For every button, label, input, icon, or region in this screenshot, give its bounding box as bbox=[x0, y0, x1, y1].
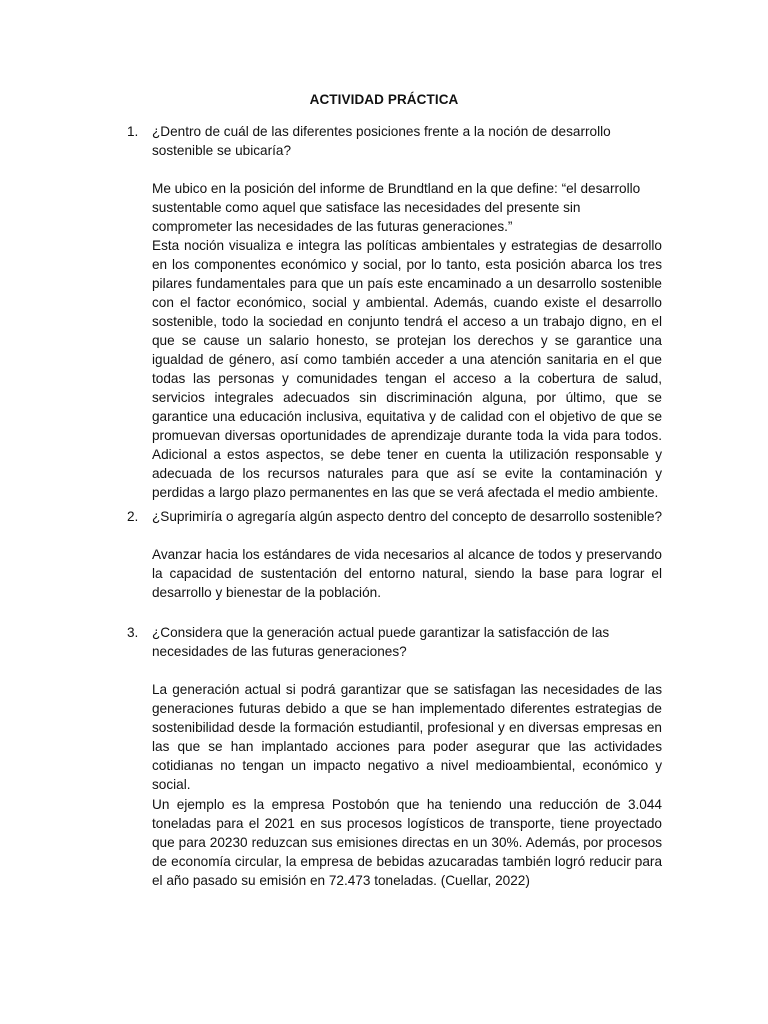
question-text: ¿Suprimiría o agregaría algún aspecto dentro del concepto de desarrollo sostenible? bbox=[152, 509, 663, 524]
question-2 bbox=[127, 507, 667, 526]
question-3 bbox=[127, 623, 667, 661]
document-title: ACTIVIDAD PRÁCTICA bbox=[309, 92, 459, 107]
answer-2-paragraph-1: Avanzar hacia los estándares de vida necesarios al alcance de todos y preservando la capacidad de sustentación del entorno natural, siendo la base para lograr el desarrollo y bienestar de la población. bbox=[152, 547, 662, 600]
question-1 bbox=[127, 122, 667, 160]
answer-3-paragraph-1: La generación actual si podrá garantizar que se satisfagan las necesidades de las generaciones futuras debido a que se han implementado diferentes estrategias de sostenibilidad desde la formación estudiantil, profesional y en diversas empresas en las que se han implantado acciones para poder asegurar que las actividades cotidianas no tengan un impacto negativo a nivel medioambiental, económico y social. bbox=[152, 682, 662, 792]
question-number: 1. bbox=[127, 124, 139, 139]
answer-1-paragraph-1: Me ubico en la posición del informe de Brundtland en la que define: “el desarrollo sustentable como aquel que satisface las necesidades del presente sin comprometer las necesidades de las futuras generaciones.” bbox=[152, 181, 641, 234]
answer-1-paragraph-2: Esta noción visualiza e integra las políticas ambientales y estrategias de desarrollo en los componentes económico y social, por lo tanto, esta posición abarca los tres pilares fundamentales para que un país este encaminado a un desarrollo sostenible con el factor económico, social y ambiental. Además, cuando existe el desarrollo sostenible, todo la sociedad en conjunto tendrá el acceso a un trabajo digno, en el que se cause un salario honesto, se protejan los derechos y se garantice una igualdad de género, así como también acceder a una atención sanitaria en el que todas las personas y comunidades tengan el acceso a la cobertura de salud, servicios integrales adecuados sin discriminación alguna, por último, que se garantice una educación inclusiva, equitativa y de calidad con el objetivo de que se promuevan diversas oportunidades de aprendizaje durante toda la vida para todos. Adicional a estos aspectos, se debe tener en cuenta la utilización responsable y adecuada de los recursos naturales para que así se evite la contaminación y perdidas a largo plazo permanentes en las que se verá afectada el medio ambiente. bbox=[152, 238, 662, 500]
question-text: ¿Considera que la generación actual puede garantizar la satisfacción de las necesidades de las futuras generaciones? bbox=[152, 625, 610, 659]
question-number: 3. bbox=[127, 625, 139, 640]
answer-3-paragraph-2: Un ejemplo es la empresa Postobón que ha teniendo una reducción de 3.044 toneladas para el 2021 en sus procesos logísticos de transporte, tiene proyectado que para 20230 reduzcan sus emisiones directas en un 30%. Además, por procesos de economía circular, la empresa de bebidas azucaradas también logró reducir para el año pasado su emisión en 72.473 toneladas. (Cuellar, 2022) bbox=[152, 797, 662, 888]
question-number: 2. bbox=[127, 509, 139, 524]
question-text: ¿Dentro de cuál de las diferentes posiciones frente a la noción de desarrollo sostenible se ubicaría? bbox=[152, 124, 611, 158]
